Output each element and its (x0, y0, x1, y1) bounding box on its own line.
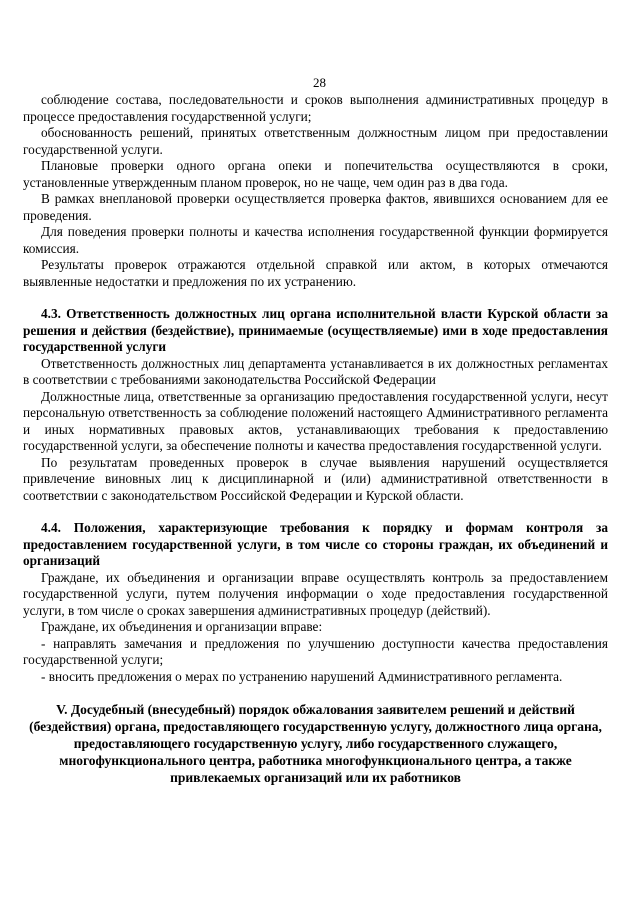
section-heading-5: V. Досудебный (внесудебный) порядок обжалования заявителем решений и действий (бездействия) органа, предоставляющего государственную услугу, должностного лица органа, предоставляющего государственную услугу, либо государственного служащего, многофункционального центра, работника многофункционального центра, а также привлекаемых организаций или их работников (29, 702, 602, 785)
paragraph: Граждане, их объединения и организации вправе: (41, 619, 323, 634)
paragraph: По результатам проведенных проверок в случае выявления нарушений осуществляется привлечение виновных лиц к дисциплинарной и (или) административной ответственности в соответствии с законодательством Российской Федерации и Курской области. (23, 454, 608, 503)
paragraph: В рамках внеплановой проверки осуществляется проверка фактов, явившихся основанием для ее проведения. (23, 191, 608, 223)
document-body (23, 92, 608, 786)
list-item: - вносить предложения о мерах по устранению нарушений Административного регламента. (41, 668, 563, 684)
list-item: - направлять замечания и предложения по улучшению доступности качества предоставления государственной услуги; (23, 635, 608, 667)
section-heading-4-4: 4.4. Положения, характеризующие требования к порядку и формам контроля за предоставлением государственной услуги, в том числе со стороны граждан, их объединений и организаций (23, 520, 608, 568)
page-number: 28 (313, 75, 326, 90)
section-heading-4-3: 4.3. Ответственность должностных лиц органа исполнительной власти Курской области за решения и действия (бездействие), принимаемые (осуществляемые) ими в ходе предоставления государственной услуги (23, 306, 608, 354)
paragraph: Ответственность должностных лиц департамента устанавливается в их должностных регламентах в соответствии с требованиями законодательства Российской Федерации (23, 355, 608, 387)
paragraph: Должностные лица, ответственные за организацию предоставления государственной услуги, несут персональную ответственность за соблюдение положений настоящего Административного регламента и иных нормативных правовых актов, устанавливающих требования к предоставлению государственной услуги, за обеспечение полноты и качества предоставления государственной услуги. (23, 388, 608, 453)
paragraph: Результаты проверок отражаются отдельной справкой или актом, в которых отмечаются выявленные недостатки и предложения по их устранению. (23, 257, 608, 289)
paragraph: Для поведения проверки полноты и качества исполнения государственной функции формируется комиссия. (23, 224, 608, 256)
paragraph: Плановые проверки одного органа опеки и попечительства осуществляются в сроки, установленные утвержденным планом проверок, но не чаще, чем один раз в два года. (23, 158, 608, 190)
paragraph: соблюдение состава, последовательности и сроков выполнения административных процедур в процессе предоставления государственной услуги; (23, 92, 608, 124)
paragraph: обоснованность решений, принятых ответственным должностным лицом при предоставлении государственной услуги. (23, 125, 608, 157)
paragraph: Граждане, их объединения и организации вправе осуществлять контроль за предоставлением государственной услуги, путем получения информации о ходе предоставления государственной услуги, в том числе о сроках завершения административных процедур (действий). (23, 569, 608, 618)
